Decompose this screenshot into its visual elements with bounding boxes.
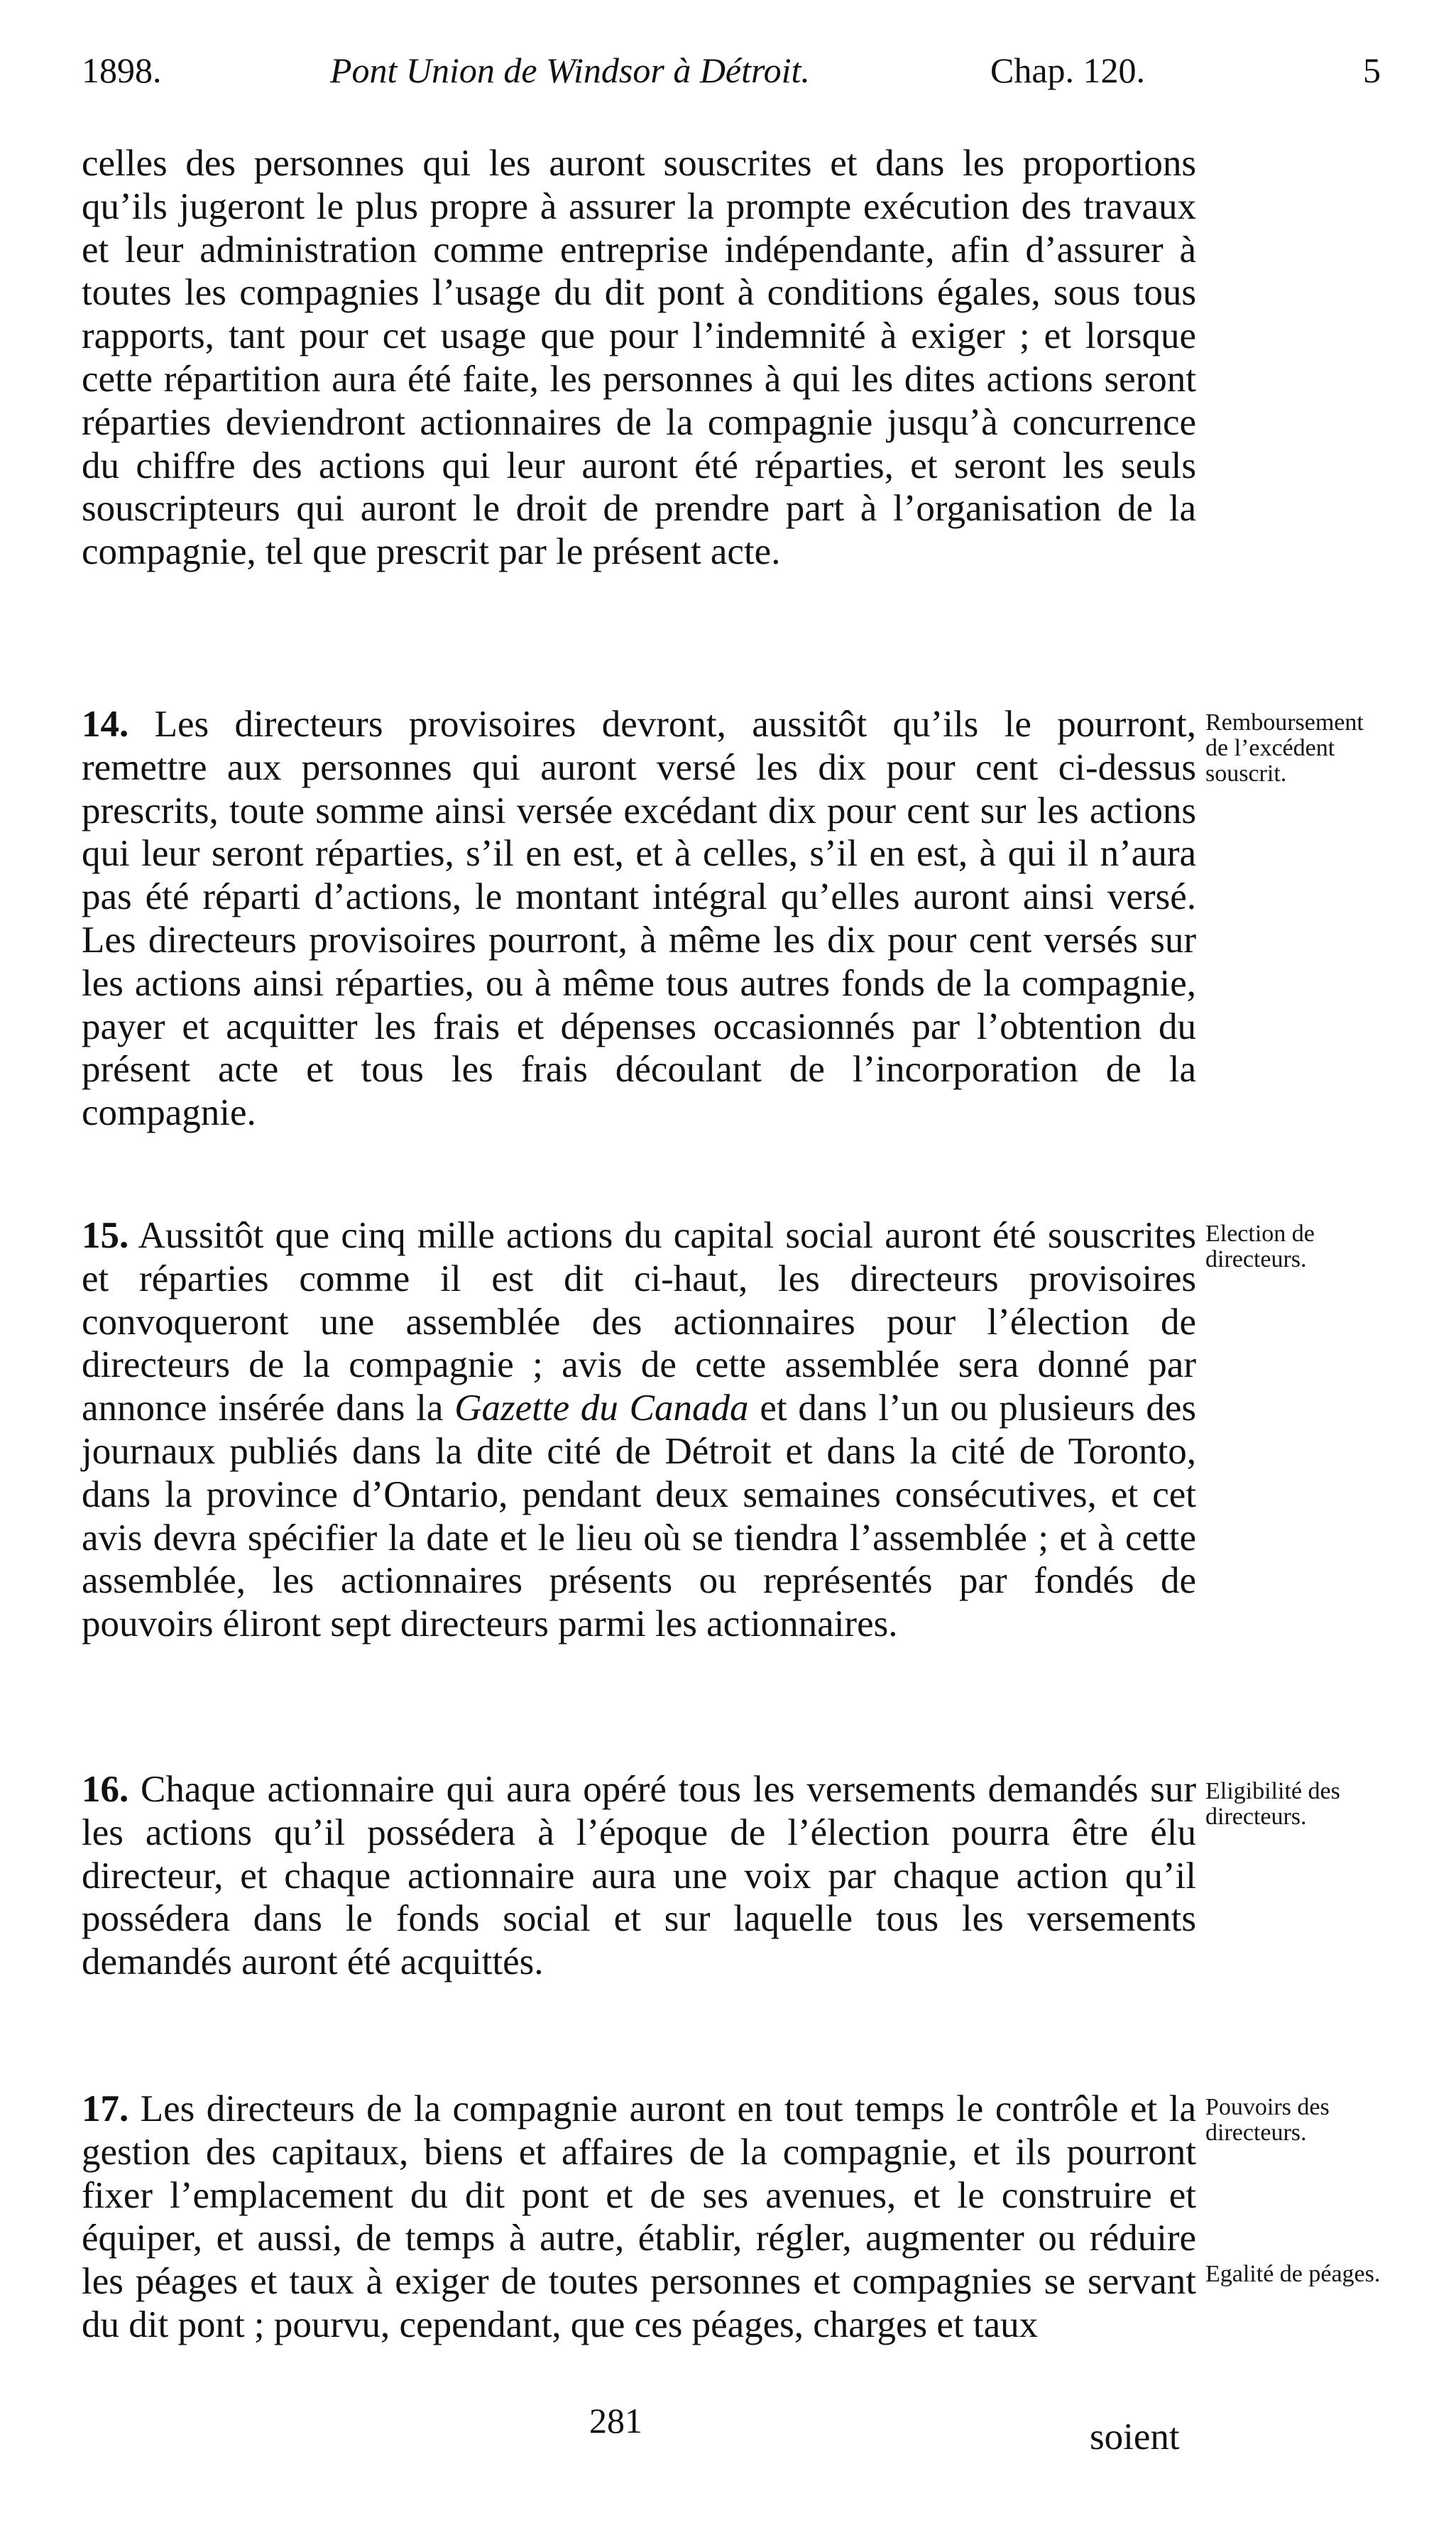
- section-17-paragraph: [82, 2088, 1196, 2347]
- marginal-note-17a: Pouvoirs des directeurs.: [1205, 2094, 1330, 2146]
- header-page-number: 5: [1363, 50, 1381, 90]
- section-text-continued: et dans l’un ou plusieurs des journaux publiés dans la dite cité de Détroit et dans la cité de Toronto, dans la province d’Ontario, pendant deux semaines consécutives, et cet avis devra spécifier la date et le lieu où se tiendra l’assemblée ; et à cette assemblée, les actionnaires présents ou représentés par fondés de pouvoirs éliront sept directeurs parmi les actionnaires.: [82, 1387, 1197, 1645]
- marginal-note-16: Eligibilité des directeurs.: [1205, 1778, 1340, 1830]
- section-number: 14.: [82, 704, 129, 745]
- section-text: Les directeurs provisoires devront, aussitôt qu’ils le pourront, remettre aux personnes qui auront versé les dix pour cent ci-dessus prescrits, toute somme ainsi versée excédant dix pour cent sur les actions qui leur seront réparties, s’il en est, et à celles, s’il en est, à qui il n’aura pas été réparti d’actions, le montant intégral qu’elles auront ainsi versé. Les directeurs provisoires pourront, à même les dix pour cent versés sur les actions ainsi réparties, ou à même tous autres fonds de la compagnie, payer et acquitter les frais et dépenses occasionnés par l’obtention du présent acte et tous les frais découlant de l’incorporation de la compagnie.: [82, 704, 1197, 1134]
- section-text: Les directeurs de la compagnie auront en tout temps le contrôle et la gestion des capitaux, biens et affaires de la compagnie, et ils pourront fixer l’emplacement du dit pont et de ses avenues, et le construire et équiper, et aussi, de temps à autre, établir, régler, augmenter ou réduire les péages et taux à exiger de toutes personnes et compagnies se servant du dit pont ; pourvu, cependant, que ces péages, charges et taux: [82, 2088, 1196, 2345]
- section-16: [82, 1768, 1196, 1984]
- marginal-note-14: Remboursement de l’excédent souscrit.: [1205, 709, 1364, 787]
- footer-catchword: soient: [1090, 2416, 1180, 2458]
- header-chapter: Chap. 120.: [990, 50, 1146, 90]
- marginal-note-15: Election de directeurs.: [1205, 1221, 1315, 1272]
- section-15-paragraph: [82, 1214, 1196, 1646]
- section-15: [82, 1214, 1196, 1646]
- footer-page-number: 281: [589, 2401, 642, 2441]
- gazette-title: Gazette du Canada: [454, 1387, 749, 1429]
- section-17: [82, 2088, 1196, 2347]
- section-14: [82, 703, 1196, 1135]
- paragraph-text: celles des personnes qui les auront souscrites et dans les proportions qu’ils jugeront le plus propre à assurer la prompte exécution des travaux et leur administration comme entreprise indépendante, afin d’assurer à toutes les compagnies l’usage du dit pont à conditions égales, sous tous rapports, tant pour cet usage que pour l’indemnité à exiger ; et lorsque cette répartition aura été faite, les personnes à qui les dites actions seront réparties deviendront actionnaires de la compagnie jusqu’à concurrence du chiffre des actions qui leur auront été réparties, et seront les seuls souscripteurs qui auront le droit de prendre part à l’organisation de la compagnie, tel que prescrit par le présent acte.: [82, 143, 1196, 573]
- section-number: 16.: [82, 1769, 129, 1810]
- section-16-paragraph: [82, 1768, 1196, 1984]
- section-number: 17.: [82, 2088, 129, 2129]
- marginal-note-17b: Egalité de péages.: [1205, 2261, 1381, 2287]
- section-14-paragraph: [82, 703, 1196, 1135]
- running-header: [82, 50, 1381, 114]
- section-text: Aussitôt que cinq mille actions du capital social auront été souscrites et réparties comme il est dit ci-haut, les directeurs provisoires convoqueront une assemblée des actionnaires pour l’élection de directeurs de la compagnie ; avis de cette assemblée sera donné par annonce insérée dans la: [82, 1215, 1196, 1429]
- header-year: 1898.: [82, 50, 162, 90]
- header-title: Pont Union de Windsor à Détroit.: [330, 50, 810, 90]
- section-number: 15.: [82, 1215, 129, 1256]
- paragraph-continued: [82, 142, 1196, 574]
- section-text: Chaque actionnaire qui aura opéré tous les versements demandés sur les actions qu’il possédera à l’époque de l’élection pourra être élu directeur, et chaque actionnaire aura une voix par chaque action qu’il possédera dans le fonds social et sur laquelle tous les versements demandés auront été acquittés.: [82, 1769, 1196, 1983]
